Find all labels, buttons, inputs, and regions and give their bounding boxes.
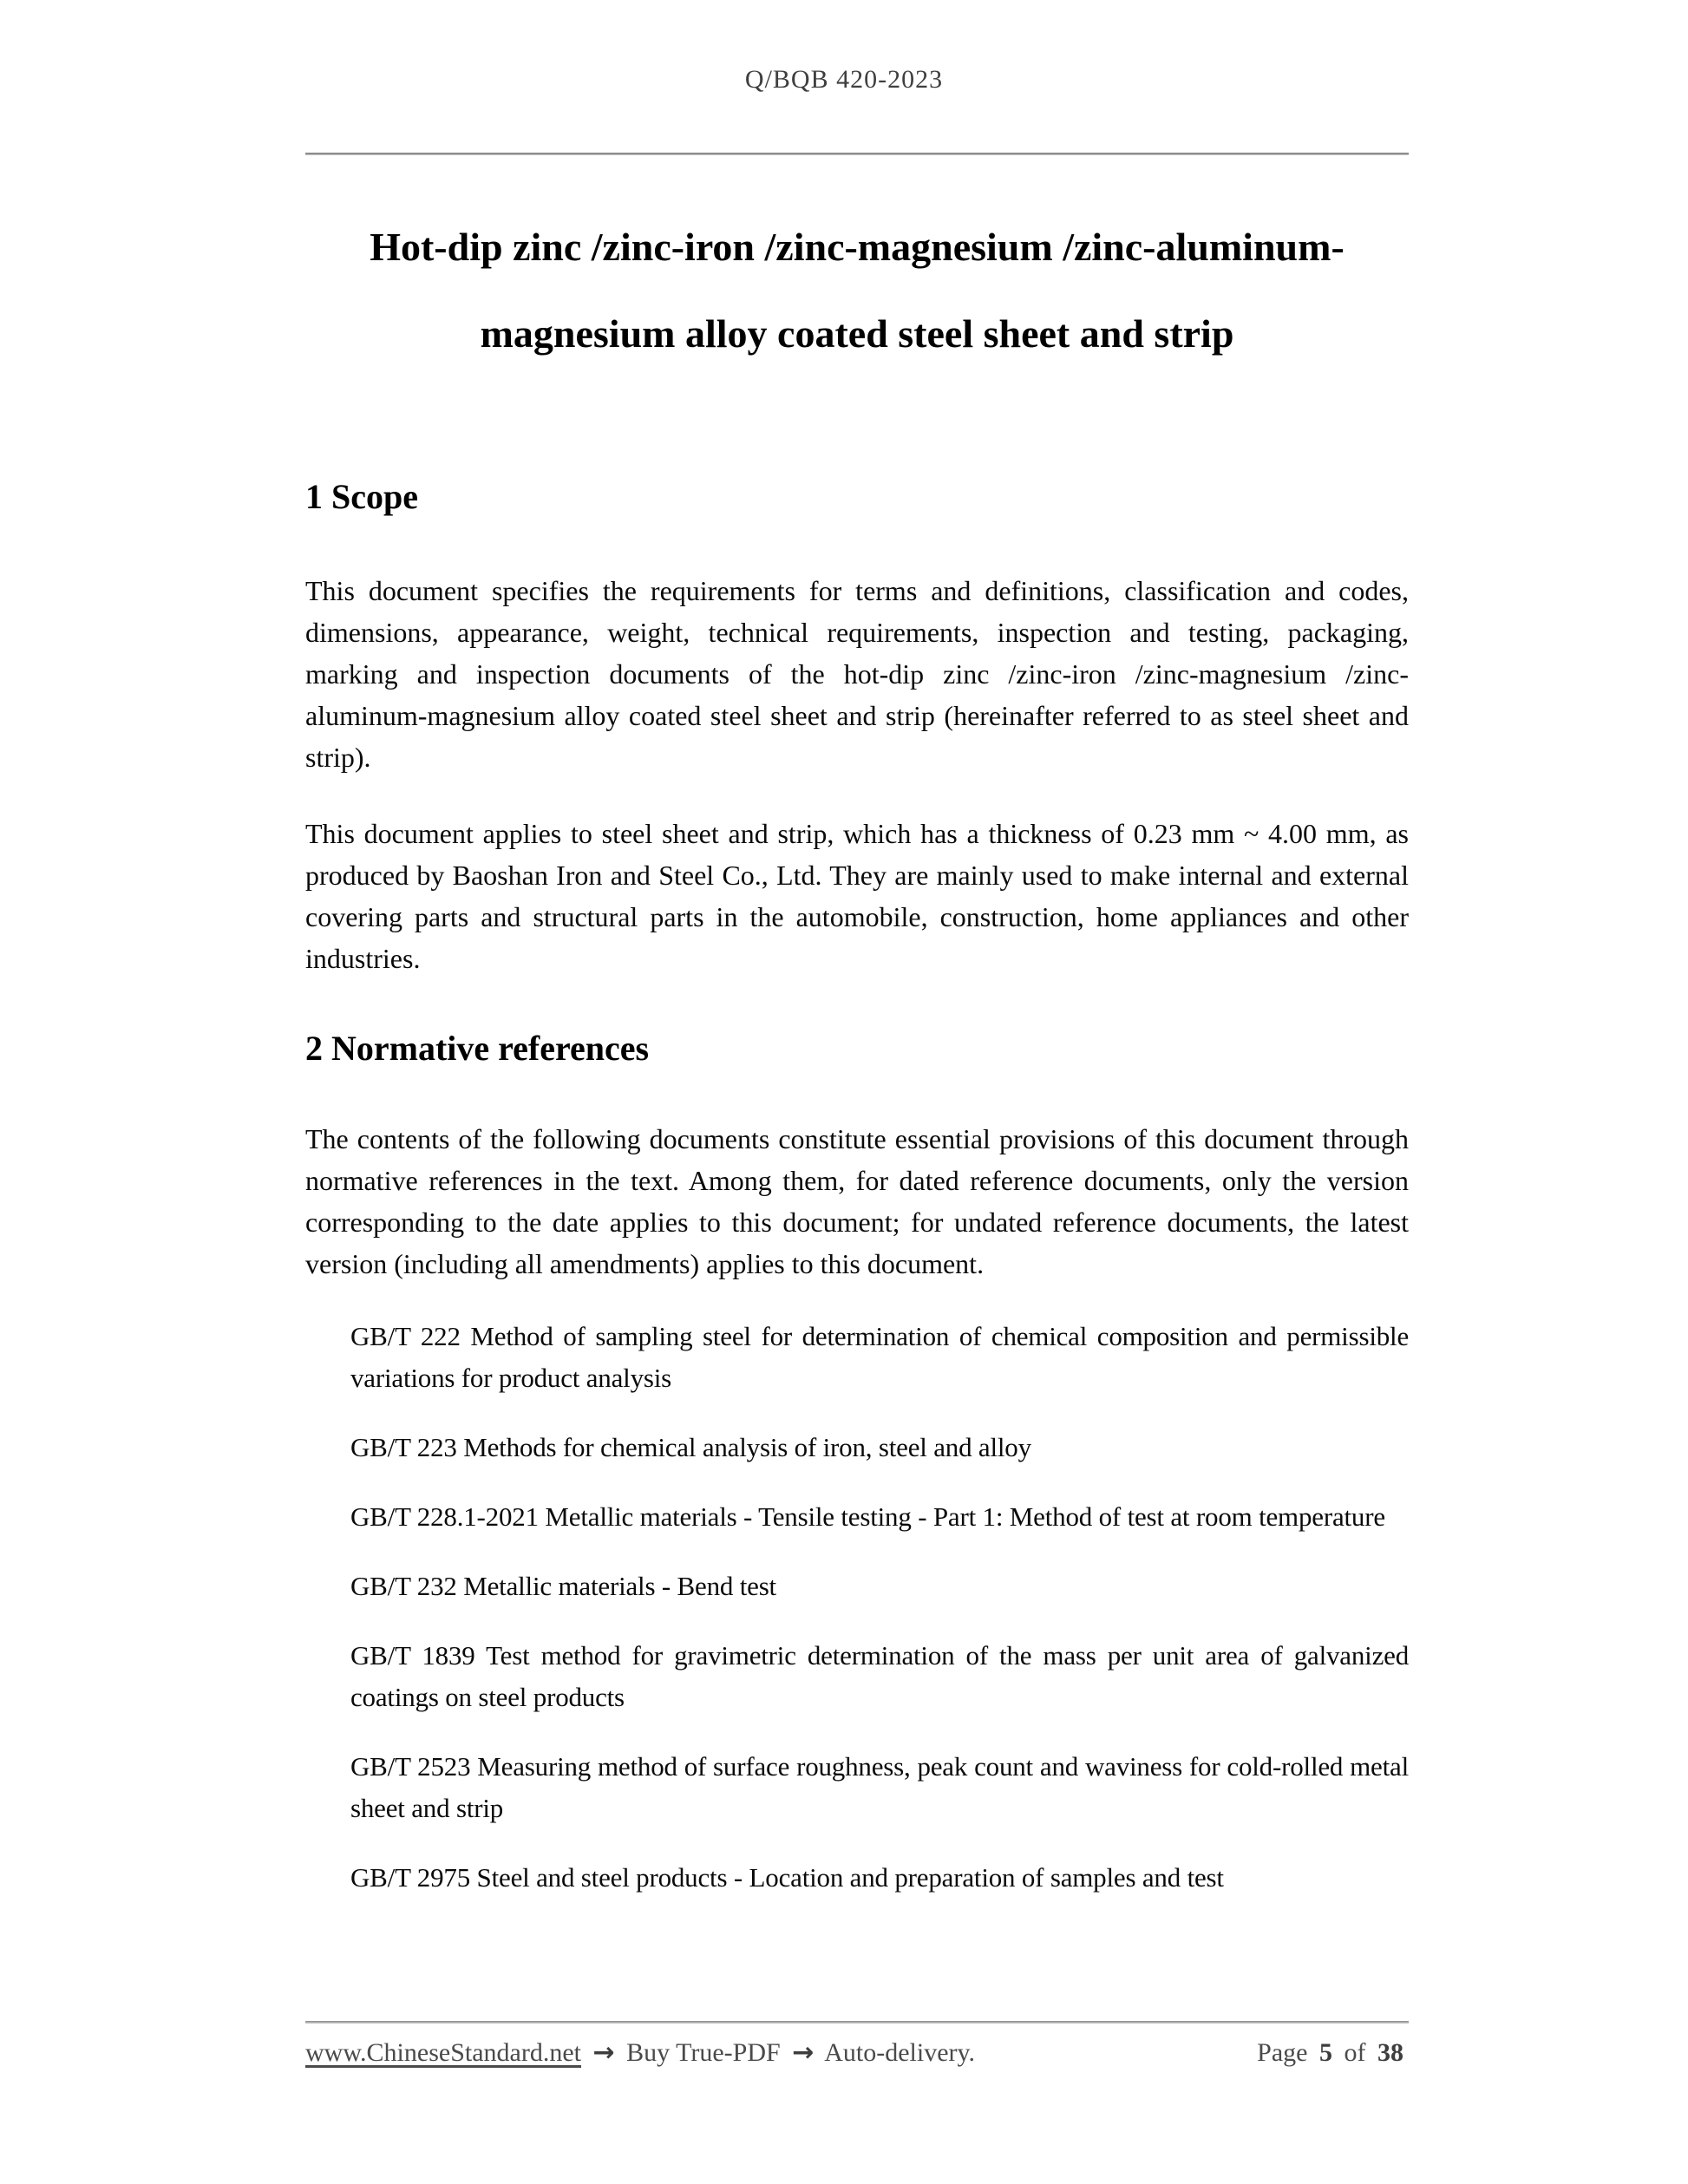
- normative-references-intro-paragraph: The contents of the following documents constitute essential provisions of this document through normative references in the text. Among them, for dated reference documents, only the version corresponding to the date applies to this document; for undated reference documents, the latest version (including all amendments) applies to this document.: [305, 1123, 1409, 1279]
- of-label: of: [1344, 2038, 1366, 2067]
- reference-item-gbt-223: GB/T 223 Methods for chemical analysis of iron, steel and alloy: [350, 1432, 1031, 1462]
- document-title-line-1: Hot-dip zinc /zinc-iron /zinc-magnesium /zinc-aluminum-: [370, 225, 1345, 269]
- reference-item-gbt-2975: GB/T 2975 Steel and steel products - Location and preparation of samples and test: [350, 1862, 1224, 1893]
- document-title-line-2: magnesium alloy coated steel sheet and strip: [480, 311, 1234, 356]
- reference-item-gbt-2523: GB/T 2523 Measuring method of surface roughness, peak count and waviness for cold-rolled metal sheet and strip: [350, 1751, 1409, 1823]
- document-number-header: Q/BQB 420-2023: [744, 65, 944, 94]
- reference-item-gbt-222: GB/T 222 Method of sampling steel for determination of chemical composition and permissible variations for product analysis: [350, 1321, 1409, 1393]
- auto-delivery-text: Auto-delivery.: [824, 2038, 976, 2067]
- footer-rule: [305, 2021, 1409, 2024]
- scope-paragraph-1: This document specifies the requirements for terms and definitions, classification and codes, dimensions, appearance, weight, technical requirements, inspection and testing, packaging, marking and inspection documents of the hot-dip zinc /zinc-iron /zinc-magnesium /zinc-aluminum-magnesium alloy coated steel sheet and strip (hereinafter referred to as steel sheet and strip).: [305, 575, 1409, 773]
- footer-left-text: [305, 2037, 975, 2068]
- document-title: [305, 204, 1409, 377]
- section-heading-normative-references: 2 Normative references: [305, 1029, 650, 1068]
- site-link[interactable]: www.ChineseStandard.net: [305, 2038, 581, 2067]
- total-page-number: 38: [1377, 2038, 1403, 2067]
- reference-item-gbt-228-1-2021: GB/T 228.1-2021 Metallic materials - Tensile testing - Part 1: Method of test at room temperature: [350, 1501, 1385, 1532]
- reference-item-gbt-1839: GB/T 1839 Test method for gravimetric determination of the mass per unit area of galvanized coatings on steel products: [350, 1640, 1409, 1712]
- page-label: Page: [1257, 2038, 1308, 2067]
- right-arrow-icon: →: [592, 2037, 615, 2068]
- content-column: [305, 153, 1409, 1899]
- header-rule: [305, 153, 1409, 155]
- current-page-number: 5: [1319, 2038, 1332, 2067]
- right-arrow-icon: →: [792, 2037, 815, 2068]
- page-indicator: [1257, 2038, 1409, 2068]
- scope-paragraph-2: This document applies to steel sheet and strip, which has a thickness of 0.23 mm ~ 4.00 mm, as produced by Baoshan Iron and Steel Co., Ltd. They are mainly used to make internal and external covering parts and structural parts in the automobile, construction, home appliances and other industries.: [305, 818, 1409, 974]
- footer-row: [305, 2037, 1409, 2068]
- reference-item-gbt-232: GB/T 232 Metallic materials - Bend test: [350, 1571, 776, 1601]
- buy-true-pdf-text: Buy True-PDF: [626, 2038, 781, 2067]
- page-footer: [305, 2021, 1409, 2068]
- section-heading-scope: 1 Scope: [305, 477, 418, 516]
